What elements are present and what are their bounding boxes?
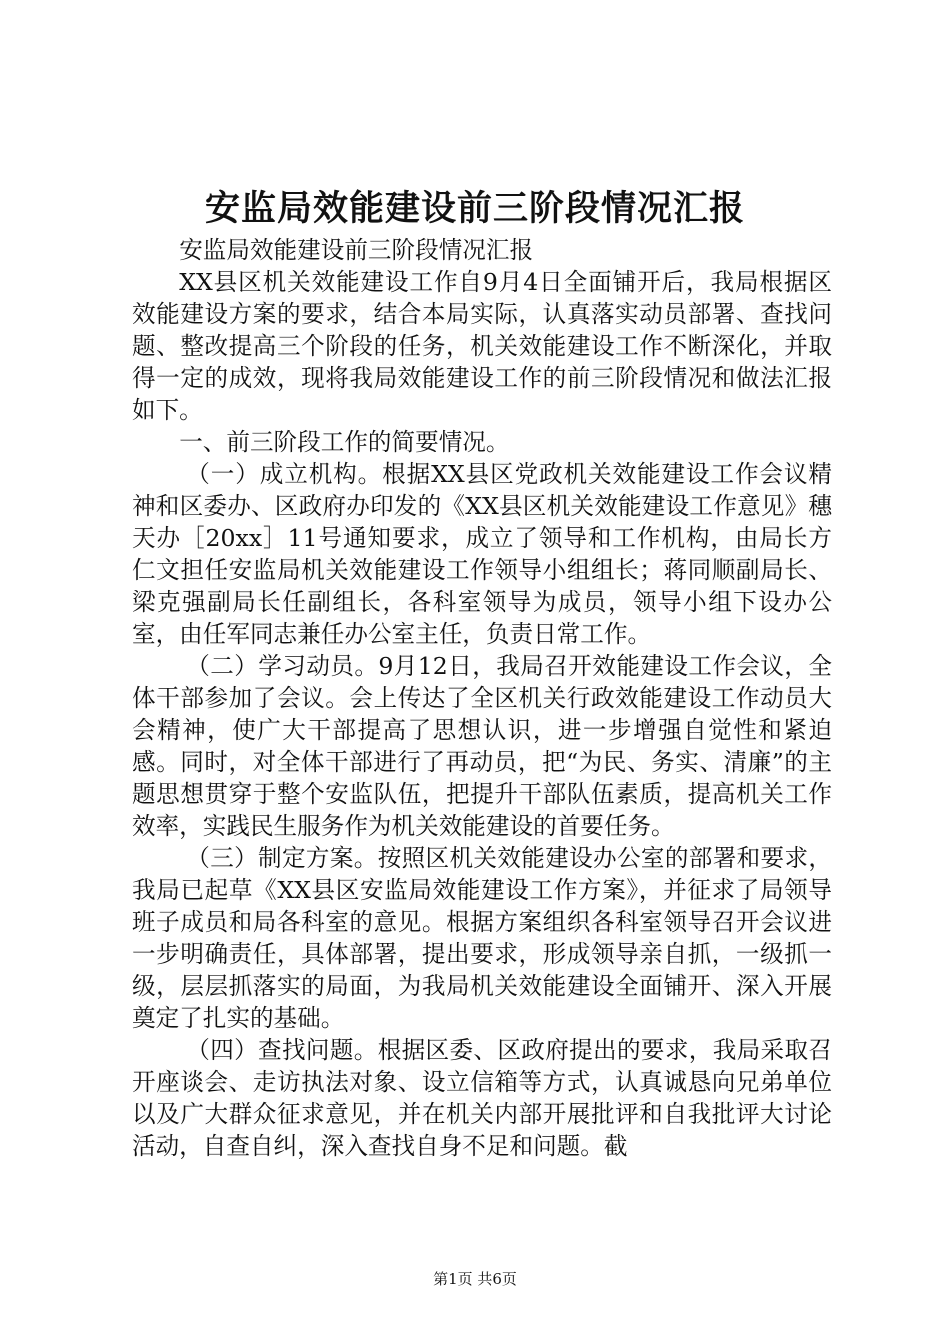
body-paragraph: 安监局效能建设前三阶段情况汇报 — [179, 236, 534, 264]
page-footer: 第1页 共6页 — [433, 1270, 517, 1288]
body-paragraph: （三）制定方案。按照区机关效能建设办公室的部署和要求，我局已起草《XX县区安监局效能建设工作方案》，并征求了局领导班子成员和局各科室的意见。根据方案组织各科室领导召开会议进一步明确责任，具体部署，提出要求，形成领导亲自抓，一级抓一级，层层抓落实的局面，为我局机关效能建设全面铺开、深入开展奠定了扎实的基础。 — [132, 844, 832, 1032]
section-heading: 一、前三阶段工作的简要情况。 — [179, 428, 510, 456]
body-paragraph: （一）成立机构。根据XX县区党政机关效能建设工作会议精神和区委办、区政府办印发的《XX县区机关效能建设工作意见》穗天办［20xx］11号通知要求，成立了领导和工作机构，由局长方仁文担任安监局机关效能建设工作领导小组组长；蒋同顺副局长、梁克强副局长任副组长，各科室领导为成员，领导小组下设办公室，由任军同志兼任办公室主任，负责日常工作。 — [132, 460, 832, 648]
body-paragraph: XX县区机关效能建设工作自9月4日全面铺开后，我局根据区效能建设方案的要求，结合本局实际，认真落实动员部署、查找问题、整改提高三个阶段的任务，机关效能建设工作不断深化，并取得一定的成效，现将我局效能建设工作的前三阶段情况和做法汇报如下。 — [132, 268, 832, 424]
body-paragraph: （二）学习动员。9月12日，我局召开效能建设工作会议，全体干部参加了会议。会上传达了全区机关行政效能建设工作动员大会精神，使广大干部提高了思想认识，进一步增强自觉性和紧迫感。同时，对全体干部进行了再动员，把“为民、务实、清廉”的主题思想贯穿于整个安监队伍，把提升干部队伍素质，提高机关工作效率，实践民生服务作为机关效能建设的首要任务。 — [132, 652, 832, 840]
document-title: 安监局效能建设前三阶段情况汇报 — [204, 188, 745, 229]
body-paragraph: （四）查找问题。根据区委、区政府提出的要求，我局采取召开座谈会、走访执法对象、设立信箱等方式，认真诚恳向兄弟单位以及广大群众征求意见，并在机关内部开展批评和自我批评大讨论活动，自查自纠，深入查找自身不足和问题。截 — [132, 1036, 832, 1160]
document-body — [132, 234, 832, 1162]
